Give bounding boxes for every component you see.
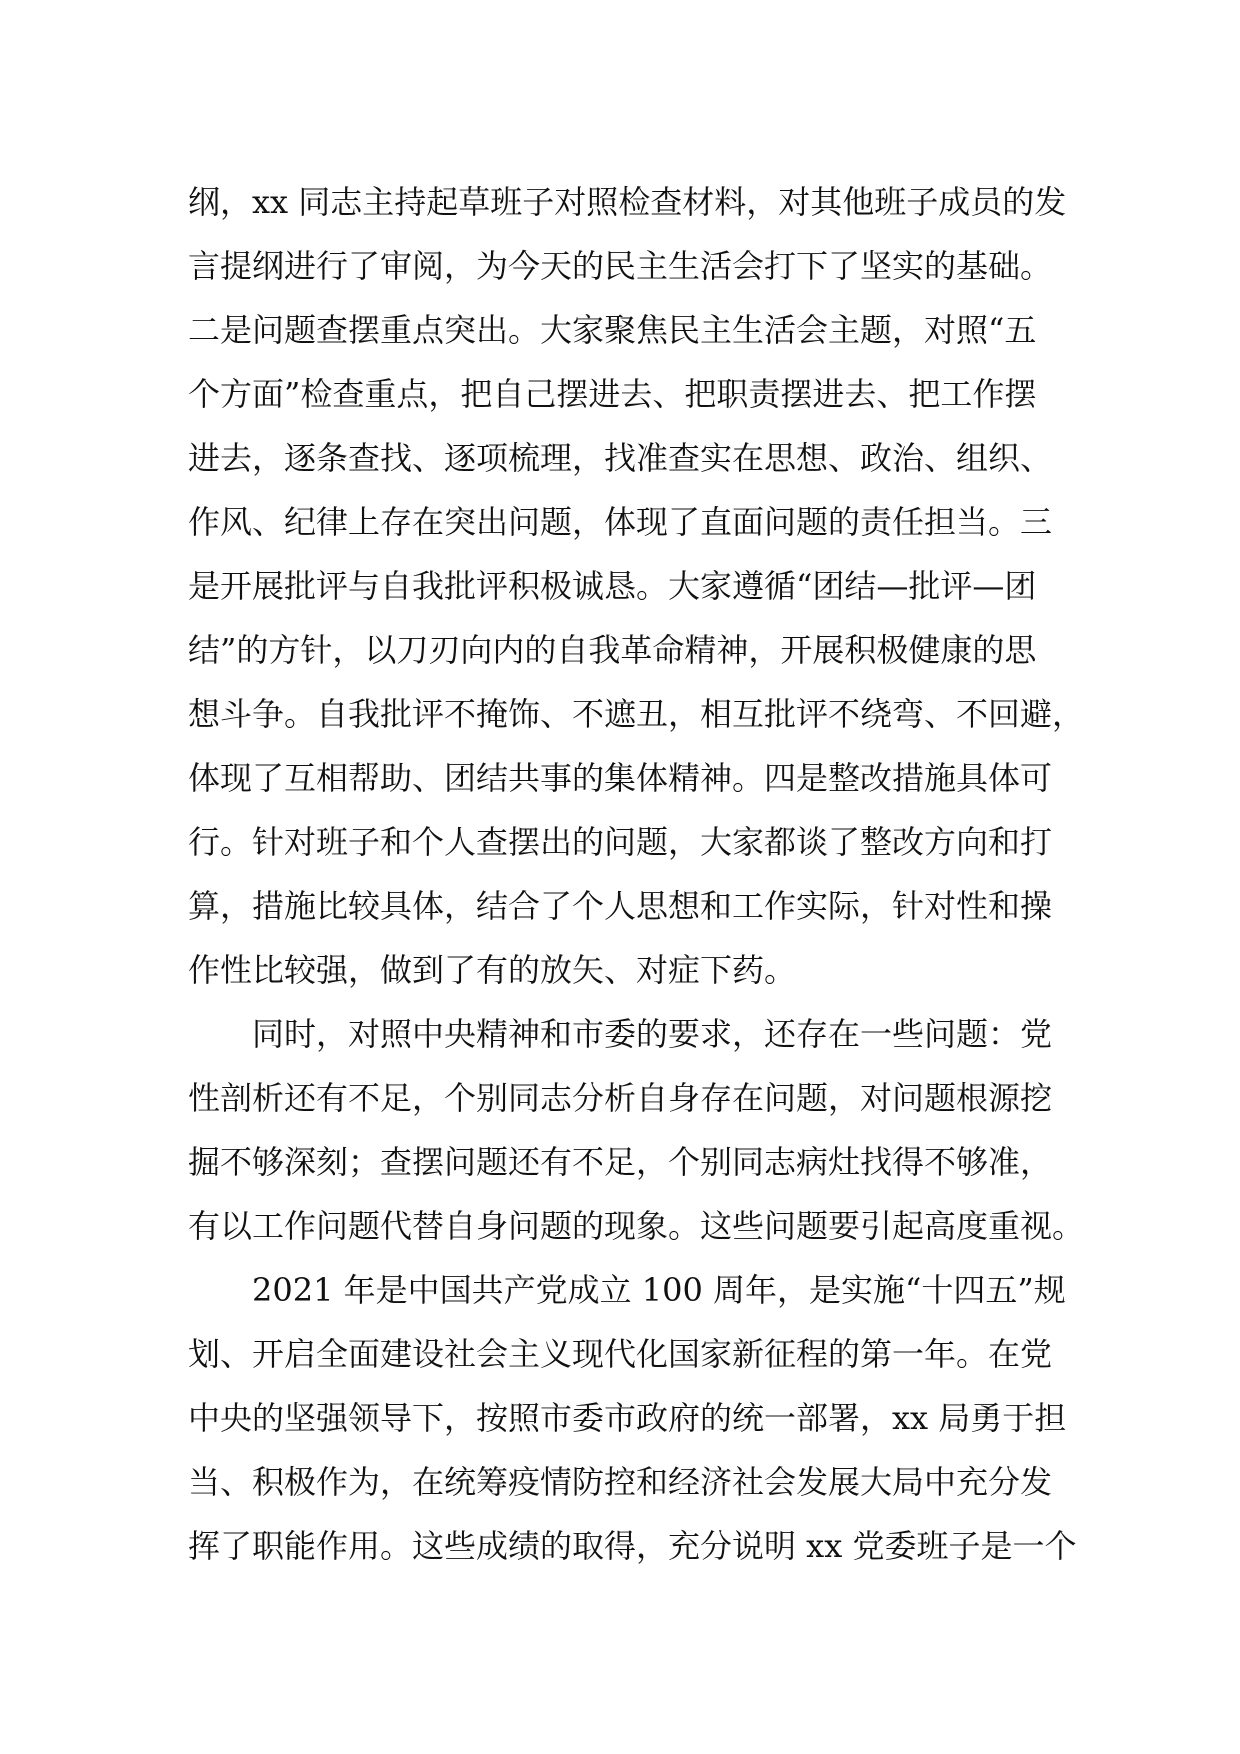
text-line: 行。针对班子和个人查摆出的问题，大家都谈了整改方向和打 (188, 823, 1053, 861)
text-line: 2021 年是中国共产党成立 100 周年，是实施“十四五”规 (188, 1271, 1066, 1309)
text-line: 个方面”检查重点，把自己摆进去、把职责摆进去、把工作摆 (188, 375, 1037, 413)
text-line: 作性比较强，做到了有的放矢、对症下药。 (188, 951, 797, 989)
body-text (188, 170, 1088, 1578)
text-line: 是开展批评与自我批评积极诚恳。大家遵循“团结—批评—团 (188, 567, 1037, 605)
text-line: 算，措施比较具体，结合了个人思想和工作实际，针对性和操 (188, 887, 1053, 925)
text-line: 性剖析还有不足，个别同志分析自身存在问题，对问题根源挖 (188, 1079, 1053, 1117)
text-line: 有以工作问题代替自身问题的现象。这些问题要引起高度重视。 (188, 1207, 1085, 1245)
text-line: 作风、纪律上存在突出问题，体现了直面问题的责任担当。三 (188, 503, 1053, 541)
text-line: 结”的方针，以刀刃向内的自我革命精神，开展积极健康的思 (188, 631, 1037, 669)
text-line: 划、开启全面建设社会主义现代化国家新征程的第一年。在党 (188, 1335, 1053, 1373)
text-line: 同时，对照中央精神和市委的要求，还存在一些问题：党 (188, 1015, 1053, 1053)
text-line: 体现了互相帮助、团结共事的集体精神。四是整改措施具体可 (188, 759, 1053, 797)
text-line: 掘不够深刻；查摆问题还有不足，个别同志病灶找得不够准， (188, 1143, 1053, 1181)
text-line: 当、积极作为，在统筹疫情防控和经济社会发展大局中充分发 (188, 1463, 1053, 1501)
text-line: 纲，xx 同志主持起草班子对照检查材料，对其他班子成员的发 (188, 183, 1067, 221)
text-line: 二是问题查摆重点突出。大家聚焦民主生活会主题，对照“五 (188, 311, 1037, 349)
text-line: 想斗争。自我批评不掩饰、不遮丑，相互批评不绕弯、不回避， (188, 695, 1085, 733)
text-line: 挥了职能作用。这些成绩的取得，充分说明 xx 党委班子是一个 (188, 1527, 1077, 1565)
text-line: 中央的坚强领导下，按照市委市政府的统一部署，xx 局勇于担 (188, 1399, 1067, 1437)
text-line: 进去，逐条查找、逐项梳理，找准查实在思想、政治、组织、 (188, 439, 1053, 477)
text-line: 言提纲进行了审阅，为今天的民主生活会打下了坚实的基础。 (188, 247, 1053, 285)
